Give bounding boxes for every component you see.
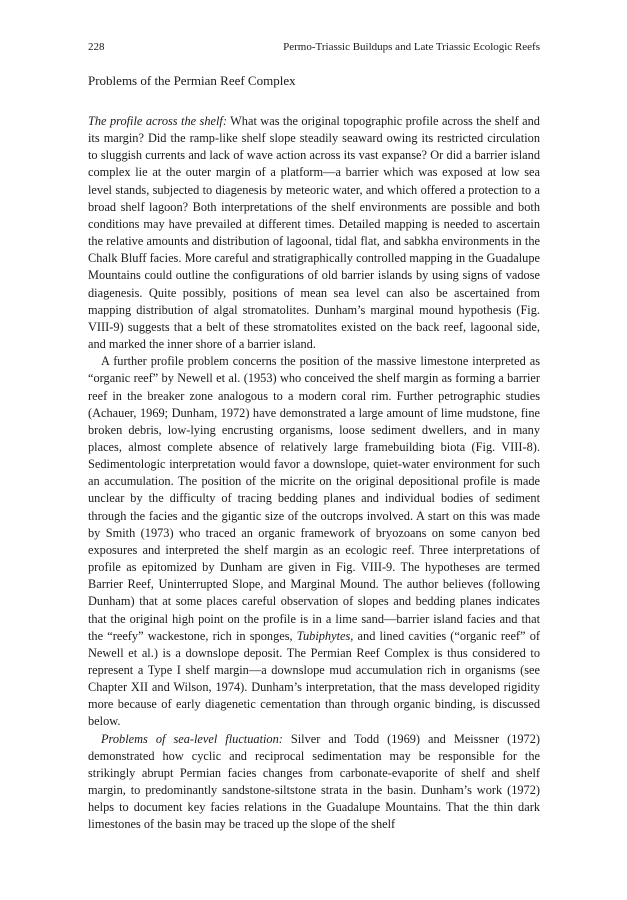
paragraph-body: and lined cavities (“organic reef” of Newell et al.) is a downslope deposit. The Permian Reef Complex is thus considered to represent a Type I shelf margin—a downslope mud accumulation rich in organisms (see Chapter XII and Wilson, 1974). Dunham’s interpretation, that the mass developed rigidity more because of early diagenetic cementation than through organic binding, is discussed below. xyxy=(88,628,540,729)
section-heading: Problems of the Permian Reef Complex xyxy=(88,73,296,88)
paragraph-further-profile-problem xyxy=(88,353,540,730)
paragraph-lead-italic: The profile across the shelf: xyxy=(88,114,227,128)
paragraph-body: Silver and Todd (1969) and Meissner (1972) demonstrated how cyclic and reciprocal sedimentation may be responsible for the strikingly abrupt Permian facies changes from carbonate-evaporite of shelf and shelf margin, to predominantly sandstone-siltstone strata in the basin. Dunham’s work (1972) helps to document key facies relations in the Guadalupe Mountains. That the thin dark limestones of the basin may be traced up the slope of the shelf xyxy=(88,731,540,832)
paragraph-body: What was the original topographic profile across the shelf and its margin? Did the ramp-like shelf slope steadily seaward owing its restricted circulation to sluggish currents and lack of wave action across its vast expanse? Or did a barrier island complex lie at the outer margin of a platform—a barrier which was exposed at low sea level stands, subjected to diagenesis by meteoric water, and which offered a protection to a broad shelf lagoon? Both interpretations of the shelf environments are possible and both conditions may have prevailed at different times. Detailed mapping is needed to ascertain the relative amounts and distribution of lagoonal, tidal flat, and sabkha environments in the Chalk Bluff facies. More careful and stratigraphically controlled mapping in the Guadalupe Mountains could outline the configurations of old barrier islands by using signs of vadose diagenesis. Quite possibly, positions of mean sea level can also be ascertained from mapping distribution of algal stromatolites. Dunham’s marginal mound hypothesis (Fig. VIII-9) suggests that a belt of these stromatolites existed on the back reef, lagoonal side, and marked the inner shore of a barrier island. xyxy=(88,114,540,352)
paragraph-body: A further profile problem concerns the position of the massive limestone interpreted as “organic reef” by Newell et al. (1953) who conceived the shelf margin as forming a barrier reef in the breaker zone analogous to a modern coral rim. Further petrographic studies (Achauer, 1969; Dunham, 1972) have demonstrated a large amount of lime mudstone, fine broken debris, low-lying encrusting organisms, loose sediment dwellers, and in many places, almost complete absence of relatively large framebuilding biota (Fig. VIII-8). Sedimentologic interpretation would favor a downslope, quiet-water environment for such an accumulation. The position of the micrite on the original depositional profile is made unclear by the difficulty of tracing bedding planes and individual bodies of sediment through the facies and the gigantic size of the outcrops involved. A start on this was made by Smith (1973) who traced an organic framework of bryozoans on some canyon bed exposures and interpreted the shelf margin as an ecologic reef. Three interpretations of profile as epitomized by Dunham are given in Fig. VIII-9. The hypotheses are termed Barrier Reef, Uninterrupted Slope, and Marginal Mound. The author believes (following Dunham) that at some places careful observation of slopes and bedding planes indicates that the original high point on the profile is in a lime sand—barrier island facies and that the “reefy” wackestone, rich in sponges, xyxy=(88,354,540,643)
paragraph-sea-level-fluctuation xyxy=(88,731,540,834)
taxon-italic: Tubiphytes, xyxy=(296,628,354,643)
paragraph-lead-italic: Problems of sea-level fluctuation: xyxy=(101,731,283,746)
paragraph-profile-across-shelf xyxy=(88,113,540,353)
running-title: Permo-Triassic Buildups and Late Triassic Ecologic Reefs xyxy=(283,41,540,53)
body-text xyxy=(88,113,540,834)
page-number: 228 xyxy=(88,41,105,53)
